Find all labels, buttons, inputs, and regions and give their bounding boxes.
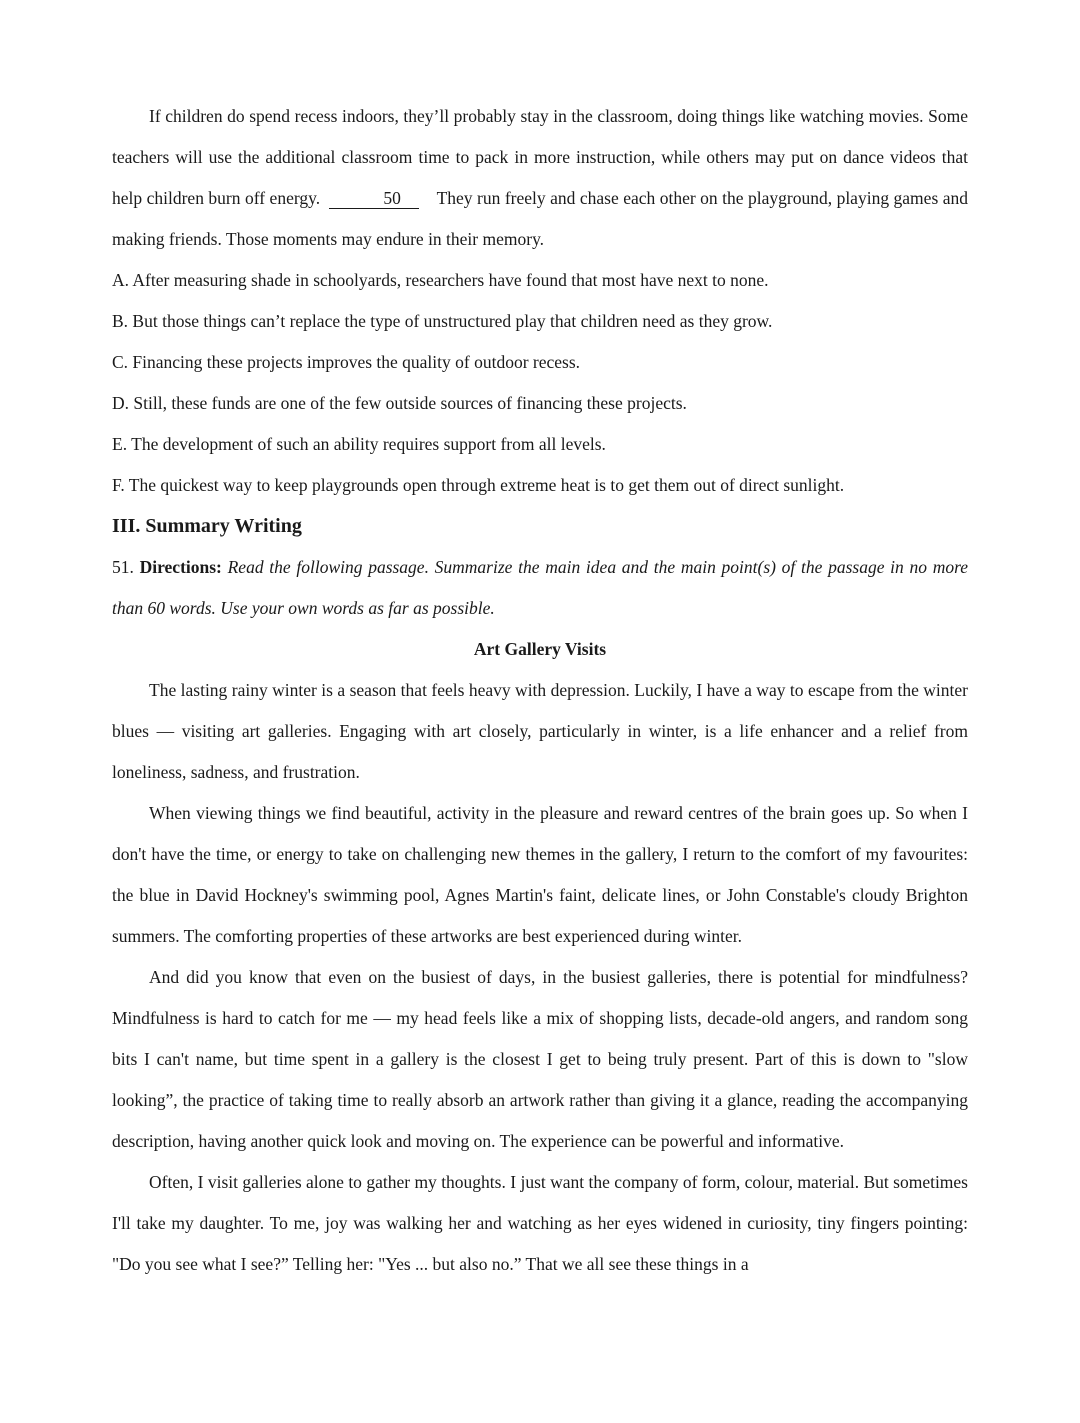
passage-text-before-blank: If children do spend recess indoors, they’ll probably stay in the classroom, doing things like watching movies. Some teachers will use the additional classroom time to pack in more instruction, while others may put on dance videos that help children burn off energy.: [112, 106, 968, 208]
article-title: Art Gallery Visits: [473, 639, 607, 659]
passage-paragraph: [112, 96, 968, 260]
article-paragraph-3: And did you know that even on the busiest of days, in the busiest galleries, there is potential for mindfulness? Mindfulness is hard to catch for me — my head feels like a mix of shopping lists, decade-old angers, and random song bits I can't name, but time spent in a gallery is the closest I get to being truly present. Part of this is down to "slow looking”, the practice of taking time to really absorb an artwork rather than giving it a glance, reading the accompanying description, having another quick look and moving on. The experience can be powerful and informative.: [112, 967, 968, 1151]
article-paragraph-2: When viewing things we find beautiful, activity in the pleasure and reward centres of the brain goes up. So when I don't have the time, or energy to take on challenging new themes in the gallery, I return to the comfort of my favourites: the blue in David Hockney's swimming pool, Agnes Martin's faint, delicate lines, or John Constable's cloudy Brighton summers. The comforting properties of these artworks are best experienced during winter.: [112, 803, 968, 946]
article-paragraph-4: Often, I visit galleries alone to gather my thoughts. I just want the company of form, colour, material. But sometimes I'll take my daughter. To me, joy was walking her and watching as her eyes widened in curiosity, tiny fingers pointing: "Do you see what I see?” Telling her: "Yes ... but also no.” That we all see these things in a: [112, 1172, 968, 1274]
directions-text: Read the following passage. Summarize the main idea and the main point(s) of the passage in no more than 60 words. Use your own words as far as possible.: [112, 557, 969, 618]
option-c: C. Financing these projects improves the quality of outdoor recess.: [112, 352, 581, 372]
passage-text-after-blank: They run freely and chase each other on the playground, playing games and making friends. Those moments may endure in their memory.: [112, 188, 968, 249]
option-d: D. Still, these funds are one of the few outside sources of financing these projects.: [112, 393, 687, 413]
question-number: 51.: [112, 557, 134, 577]
option-e: E. The development of such an ability requires support from all levels.: [112, 434, 606, 454]
option-f: F. The quickest way to keep playgrounds open through extreme heat is to get them out of direct sunlight.: [112, 475, 845, 495]
option-a: A. After measuring shade in schoolyards, researchers have found that most have next to none.: [112, 270, 769, 290]
directions-label: Directions:: [139, 557, 222, 577]
section-heading: III. Summary Writing: [112, 515, 302, 537]
directions-paragraph: [112, 547, 968, 629]
article-paragraph-1: The lasting rainy winter is a season that feels heavy with depression. Luckily, I have a way to escape from the winter blues — visiting art galleries. Engaging with art closely, particularly in winter, is a life enhancer and a relief from loneliness, sadness, and frustration.: [112, 680, 968, 782]
document-page: [112, 96, 968, 1285]
answer-blank-50[interactable]: 50: [329, 188, 419, 209]
option-b: B. But those things can’t replace the type of unstructured play that children need as they grow.: [112, 311, 773, 331]
